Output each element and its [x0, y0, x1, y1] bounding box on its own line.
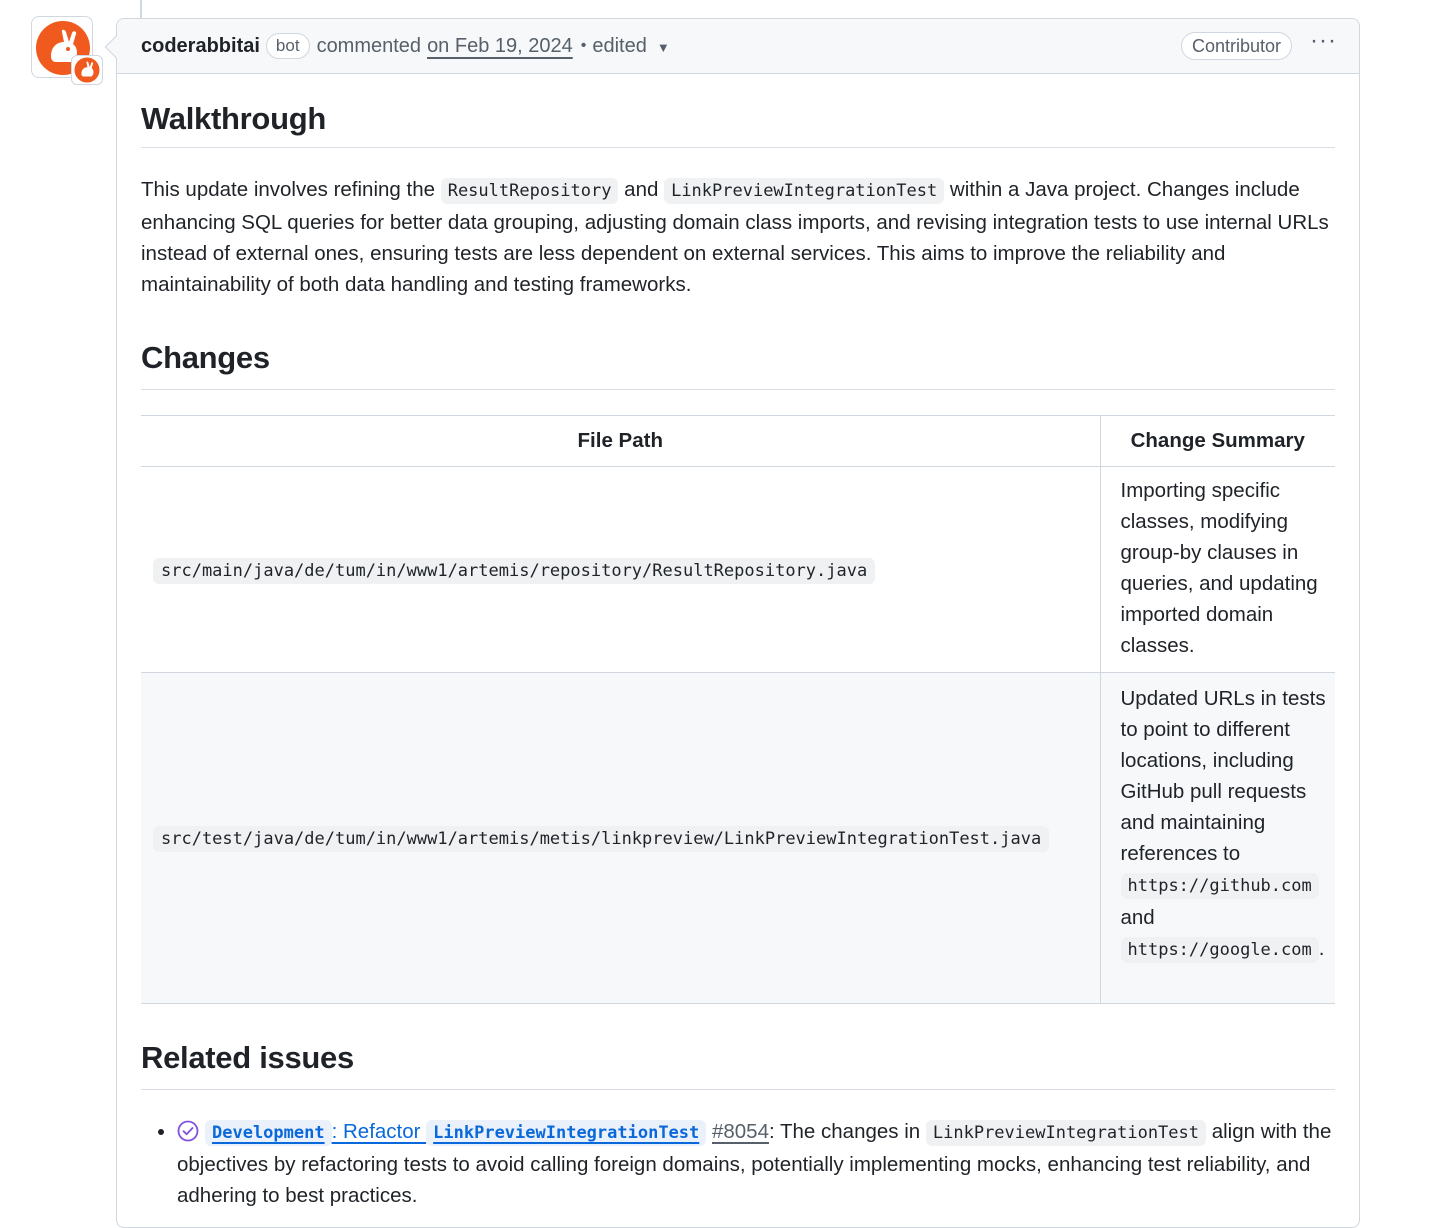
walkthrough-text-3: within a Java project. Changes include enhancing SQL queries for better data grouping, adjusting domain class imports, and revising integration tests to use internal URLs instead of external ones, ensuring tests are less dependent on external services. This aims to improve the reliability and maintainability of both data handling and testing frameworks.	[141, 178, 1329, 296]
table-row	[141, 673, 1335, 1004]
author-link[interactable]: coderabbitai	[141, 34, 260, 57]
walkthrough-text-2: and	[618, 178, 665, 201]
summary-text-3: .	[1318, 937, 1325, 960]
summary-text-2: and	[1120, 906, 1155, 929]
issue-link-code-2: LinkPreviewIntegrationTest	[426, 1120, 706, 1146]
column-header-change-summary: Change Summary	[1100, 416, 1335, 467]
issue-text-2: align with the objectives by refactoring tests to avoid calling foreign domains, potentially implementing mocks, enhancing test reliability, and adhering to best practices.	[177, 1120, 1332, 1207]
avatar[interactable]	[31, 16, 93, 78]
issue-number-link[interactable]: #8054	[711, 1120, 769, 1143]
comment-box	[116, 18, 1360, 1228]
walkthrough-text-1: This update involves refining the	[141, 178, 441, 201]
timeline-line	[140, 0, 142, 18]
change-summary-cell: Importing specific classes, modifying group-by clauses in queries, and updating imported domain classes.	[1100, 467, 1335, 673]
file-path-cell	[141, 673, 1100, 1004]
rabbit-badge-icon	[74, 57, 100, 83]
walkthrough-paragraph	[141, 174, 1341, 300]
edited-dropdown[interactable]	[592, 35, 669, 58]
comment-date-link[interactable]: on Feb 19, 2024	[427, 34, 573, 57]
walkthrough-code-1: ResultRepository	[441, 178, 619, 204]
walkthrough-code-2: LinkPreviewIntegrationTest	[664, 178, 944, 204]
issue-text-1: : The changes in	[768, 1120, 926, 1143]
contributor-badge: Contributor	[1181, 32, 1292, 60]
bot-badge: bot	[266, 33, 310, 59]
file-path-code: src/test/java/de/tum/in/www1/artemis/metis/linkpreview/LinkPreviewIntegrationTest.java	[153, 826, 1049, 852]
issue-link-text: : Refactor	[331, 1120, 427, 1143]
comment-body	[117, 74, 1359, 1211]
issue-link-code-1: Development	[205, 1120, 332, 1146]
issue-code: LinkPreviewIntegrationTest	[926, 1120, 1206, 1146]
separator-dot: •	[580, 37, 587, 54]
changes-heading: Changes	[141, 340, 1335, 390]
table-row	[141, 467, 1335, 673]
column-header-file-path: File Path	[141, 416, 1100, 467]
issue-link[interactable]	[205, 1120, 706, 1143]
related-issues-list	[141, 1116, 1335, 1211]
changes-table	[141, 415, 1335, 1004]
summary-code-github: https://github.com	[1121, 873, 1319, 899]
comment-header	[117, 19, 1359, 74]
summary-code-google: https://google.com	[1121, 937, 1319, 963]
kebab-horizontal-icon[interactable]: ···	[1310, 27, 1337, 54]
avatar-badge	[71, 55, 103, 85]
change-summary-cell	[1100, 673, 1335, 1004]
triangle-down-icon: ▼	[656, 39, 670, 55]
file-path-cell	[141, 467, 1100, 673]
related-issues-heading: Related issues	[141, 1040, 1335, 1090]
issue-closed-check-icon	[177, 1120, 199, 1142]
summary-text-1: Updated URLs in tests to point to different locations, including GitHub pull requests and maintaining references to	[1120, 687, 1326, 865]
file-path-code: src/main/java/de/tum/in/www1/artemis/repository/ResultRepository.java	[153, 558, 875, 584]
walkthrough-heading: Walkthrough	[141, 74, 1335, 148]
edited-label: edited	[592, 34, 647, 57]
list-item	[177, 1116, 1337, 1211]
commented-text: commented	[316, 34, 422, 57]
